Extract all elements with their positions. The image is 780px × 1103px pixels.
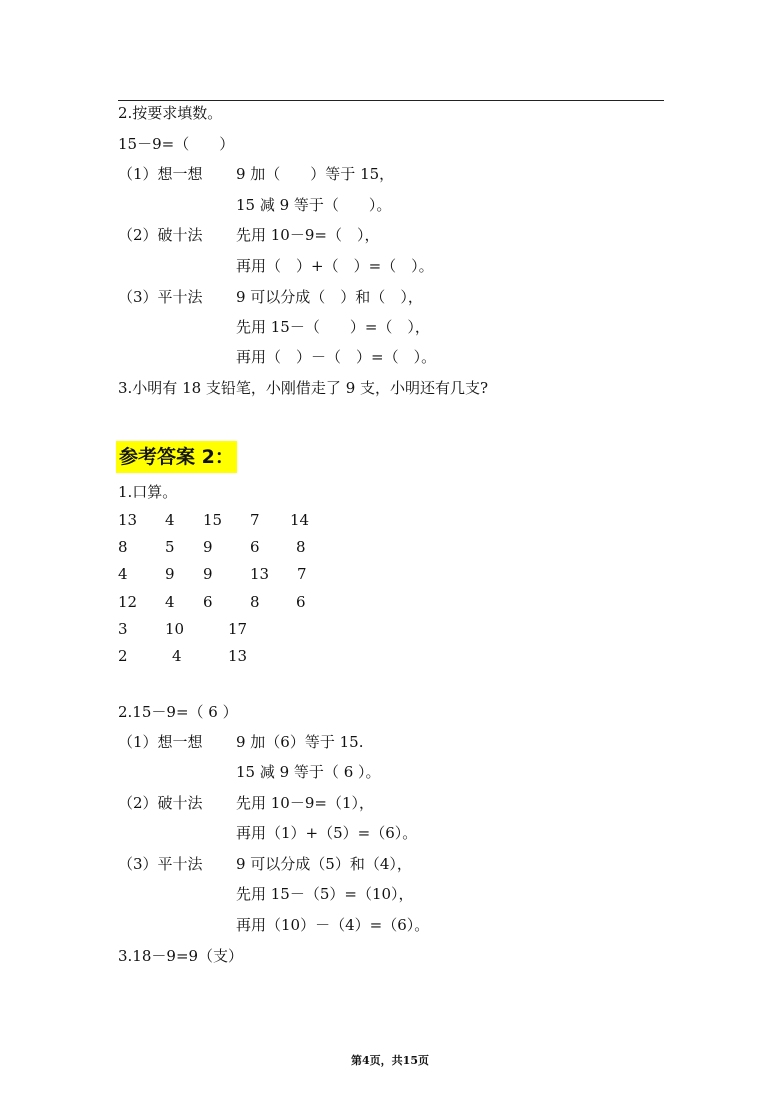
grid-cell: 7 bbox=[297, 565, 307, 583]
method1-label: （1）想一想 bbox=[118, 165, 203, 183]
method3-line2: 先用 15－（ ）=（ ）， bbox=[236, 318, 430, 336]
grid-cell: 13 bbox=[118, 511, 138, 529]
grid-cell: 4 bbox=[165, 593, 175, 611]
answer-method1-line1: 9 加（6）等于 15. bbox=[236, 733, 364, 751]
grid-cell: 2 bbox=[118, 647, 128, 665]
grid-cell: 4 bbox=[165, 511, 175, 529]
answer-method2-line2: 再用（1）+（5）=（6）。 bbox=[236, 824, 418, 842]
answer-method3-label: （3）平十法 bbox=[118, 855, 203, 873]
grid-cell: 13 bbox=[228, 647, 248, 665]
grid-cell: 6 bbox=[296, 593, 306, 611]
answer-heading: 参考答案 2： bbox=[116, 441, 237, 473]
method2-line1: 先用 10－9=（ ）， bbox=[236, 226, 380, 244]
answer-method3-line2: 先用 15－（5）=（10）， bbox=[236, 885, 414, 903]
grid-cell: 17 bbox=[228, 620, 248, 638]
grid-cell: 7 bbox=[250, 511, 260, 529]
answer-method3-line1: 9 可以分成（5）和（4）， bbox=[236, 855, 412, 873]
q2-title: 2.按要求填数。 bbox=[118, 104, 223, 122]
grid-cell: 3 bbox=[118, 620, 128, 638]
grid-cell: 12 bbox=[118, 593, 138, 611]
grid-cell: 8 bbox=[118, 538, 128, 556]
grid-cell: 4 bbox=[118, 565, 128, 583]
method3-line1: 9 可以分成（ ）和（ ）， bbox=[236, 288, 423, 306]
grid-cell: 8 bbox=[250, 593, 260, 611]
method1-line2: 15 减 9 等于（ ）。 bbox=[236, 196, 392, 214]
grid-cell: 10 bbox=[165, 620, 185, 638]
grid-cell: 15 bbox=[203, 511, 223, 529]
answer-q2-equation: 2.15－9=（ 6 ） bbox=[118, 703, 238, 721]
answer-q3: 3.18－9=9（支） bbox=[118, 947, 244, 965]
answer-q1-title: 1.口算。 bbox=[118, 483, 178, 501]
answer-method3-line3: 再用（10）－（4）=（6）。 bbox=[236, 916, 430, 934]
grid-cell: 13 bbox=[250, 565, 270, 583]
method1-line1: 9 加（ ）等于 15， bbox=[236, 165, 395, 183]
method3-label: （3）平十法 bbox=[118, 288, 203, 306]
grid-cell: 14 bbox=[290, 511, 310, 529]
answer-method2-label: （2）破十法 bbox=[118, 794, 203, 812]
method2-label: （2）破十法 bbox=[118, 226, 203, 244]
page-number: 第4页，共15页 bbox=[351, 1054, 429, 1067]
grid-cell: 9 bbox=[203, 538, 213, 556]
q3-text: 3.小明有 18 支铅笔，小刚借走了 9 支，小明还有几支? bbox=[118, 379, 489, 397]
grid-cell: 9 bbox=[203, 565, 213, 583]
q2-equation: 15－9=（ ） bbox=[118, 135, 235, 153]
method3-line3: 再用（ ）－（ ）=（ ）。 bbox=[236, 348, 437, 366]
grid-cell: 6 bbox=[203, 593, 213, 611]
grid-cell: 4 bbox=[172, 647, 182, 665]
answer-method1-line2: 15 减 9 等于（ 6 ）。 bbox=[236, 763, 381, 781]
grid-cell: 5 bbox=[165, 538, 175, 556]
answer-method2-line1: 先用 10－9=（1）， bbox=[236, 794, 375, 812]
grid-cell: 9 bbox=[165, 565, 175, 583]
answer-method1-label: （1）想一想 bbox=[118, 733, 203, 751]
grid-cell: 6 bbox=[250, 538, 260, 556]
header-rule bbox=[118, 100, 664, 101]
grid-cell: 8 bbox=[296, 538, 306, 556]
method2-line2: 再用（ ）+（ ）=（ ）。 bbox=[236, 257, 434, 275]
